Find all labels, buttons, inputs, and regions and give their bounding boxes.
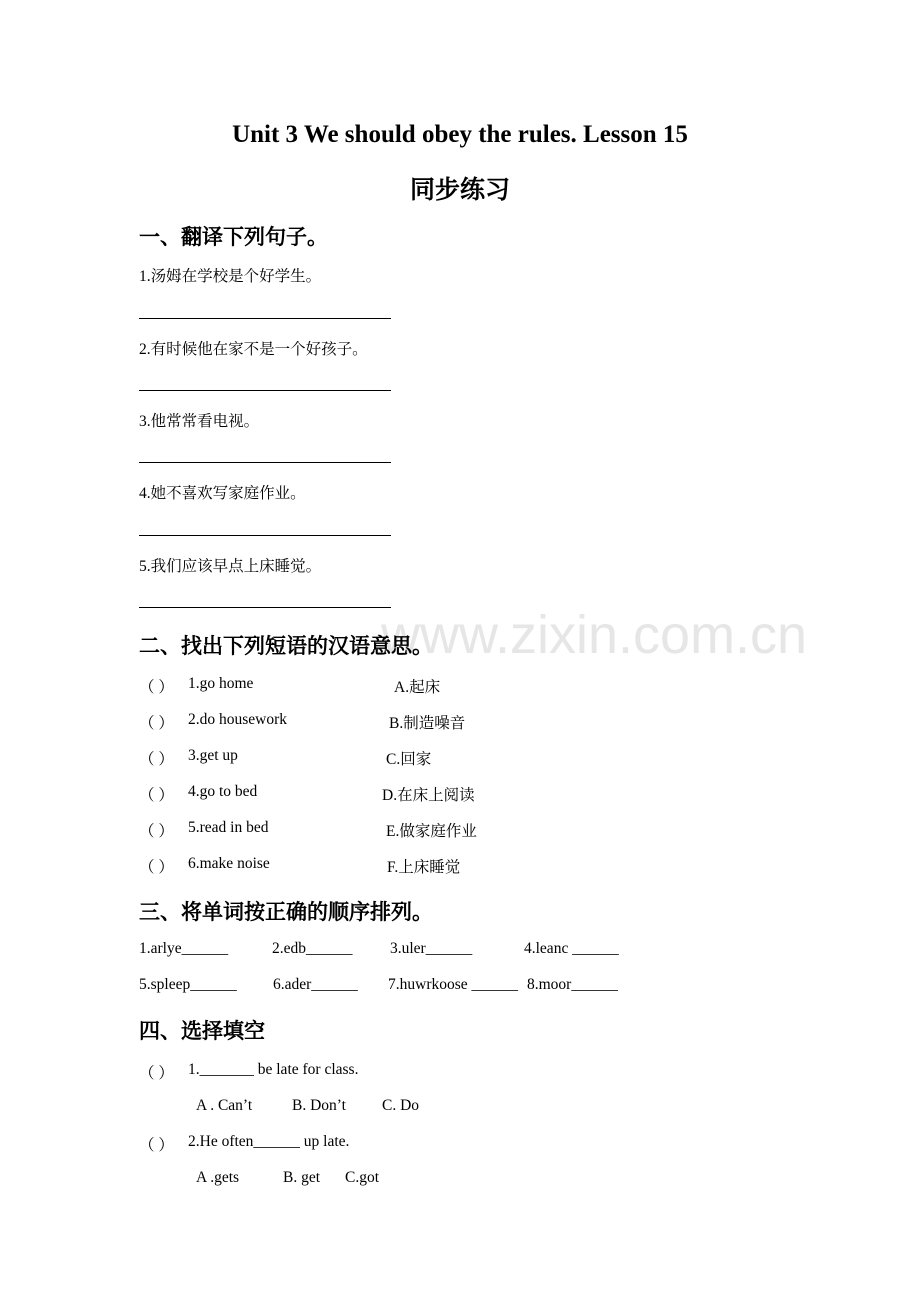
choice-question-stem: 1._______ be late for class. (188, 1061, 359, 1078)
choice-option[interactable]: B. get (283, 1169, 321, 1186)
phrase-item: 6.make noise (188, 855, 270, 872)
scrambled-word[interactable]: 7.huwrkoose ______ (388, 976, 519, 993)
section-heading-choice: 四、选择填空 (139, 1019, 265, 1043)
page-subtitle: 同步练习 (409, 177, 510, 204)
phrase-item: 1.go home (188, 675, 254, 692)
answer-paren[interactable]: （ ） (139, 751, 174, 768)
scrambled-word[interactable]: 8.moor______ (527, 976, 618, 993)
choice-option[interactable]: A . Can’t (196, 1097, 253, 1114)
phrase-item: 4.go to bed (188, 783, 258, 800)
answer-paren[interactable]: （ ） (139, 823, 174, 840)
phrase-item: 5.read in bed (188, 819, 269, 836)
meaning-option: D.在床上阅读 (382, 787, 475, 804)
meaning-option: E.做家庭作业 (386, 823, 477, 840)
phrase-item: 2.do housework (188, 711, 288, 728)
translate-question-2: 2.有时候他在家不是一个好孩子。 (139, 341, 368, 358)
answer-paren[interactable]: （ ） (139, 679, 174, 696)
page-title: Unit 3 We should obey the rules. Lesson 15 (232, 121, 688, 148)
section-heading-translate: 一、翻译下列句子。 (139, 225, 328, 249)
section-heading-unscramble: 三、将单词按正确的顺序排列。 (139, 900, 433, 924)
meaning-option: A.起床 (394, 679, 441, 696)
answer-line-1[interactable] (139, 318, 391, 319)
answer-paren[interactable]: （ ） (139, 787, 174, 804)
meaning-option: B.制造噪音 (389, 715, 466, 732)
choice-question-stem: 2.He often______ up late. (188, 1133, 350, 1150)
section-heading-match: 二、找出下列短语的汉语意思。 (139, 634, 433, 658)
scrambled-word[interactable]: 5.spleep______ (139, 976, 237, 993)
answer-line-5[interactable] (139, 607, 391, 608)
answer-line-4[interactable] (139, 535, 391, 536)
answer-line-3[interactable] (139, 462, 391, 463)
choice-option[interactable]: A .gets (196, 1169, 240, 1186)
translate-question-1: 1.汤姆在学校是个好学生。 (139, 268, 322, 285)
choice-option[interactable]: B. Don’t (292, 1097, 346, 1114)
phrase-item: 3.get up (188, 747, 238, 764)
scrambled-word[interactable]: 1.arlye______ (139, 940, 229, 957)
choice-option[interactable]: C.got (345, 1169, 380, 1186)
translate-question-5: 5.我们应该早点上床睡觉。 (139, 558, 322, 575)
answer-paren[interactable]: （ ） (139, 859, 174, 876)
answer-paren[interactable]: （ ） (139, 1065, 174, 1082)
meaning-option: F.上床睡觉 (387, 859, 461, 876)
choice-option[interactable]: C. Do (382, 1097, 420, 1114)
watermark: www.zixin.com.cn (381, 605, 808, 665)
scrambled-word[interactable]: 6.ader______ (273, 976, 358, 993)
answer-line-2[interactable] (139, 390, 391, 391)
scrambled-word[interactable]: 2.edb______ (272, 940, 353, 957)
translate-question-4: 4.她不喜欢写家庭作业。 (139, 485, 306, 502)
answer-paren[interactable]: （ ） (139, 1137, 174, 1154)
meaning-option: C.回家 (386, 751, 432, 768)
scrambled-word[interactable]: 3.uler______ (390, 940, 473, 957)
scrambled-word[interactable]: 4.leanc ______ (524, 940, 619, 957)
answer-paren[interactable]: （ ） (139, 715, 174, 732)
translate-question-3: 3.他常常看电视。 (139, 413, 260, 430)
